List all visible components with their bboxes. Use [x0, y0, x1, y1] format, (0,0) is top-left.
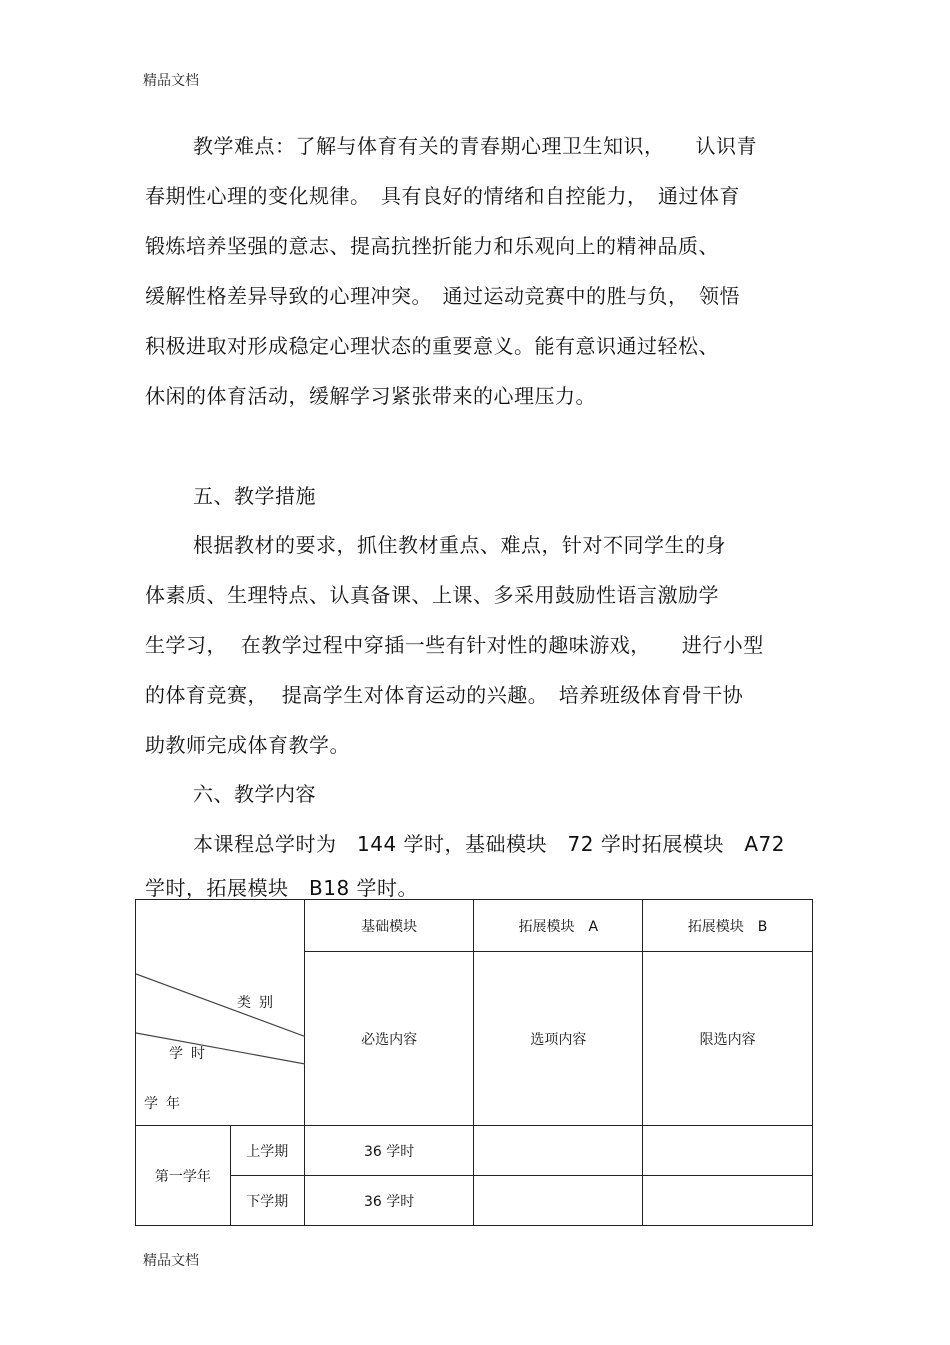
corner-label-hours: 学时: [169, 1046, 213, 1062]
table-row: [136, 1176, 813, 1226]
text-line: 本课程总学时为 144 学时，基础模块 72 学时拓展模块 A72: [193, 832, 785, 856]
ext-b-cell: [643, 1176, 813, 1226]
text-line: 锻炼培养坚强的意志、提高抗挫折能力和乐观向上的精神品质、: [145, 234, 719, 258]
table-row: [136, 1126, 813, 1176]
type-required: 必选内容: [304, 952, 474, 1126]
section-6-title: 六、教学内容: [193, 782, 316, 806]
basic-hours-cell: 36 学时: [304, 1126, 474, 1176]
text-line: 春期性心理的变化规律。 具有良好的情绪和自控能力， 通过体育: [145, 184, 740, 208]
text-line: 体素质、生理特点、认真备课、上课、多采用鼓励性语言激励学: [145, 583, 719, 607]
text-line: 学时，拓展模块 B18 学时。: [145, 876, 419, 900]
text-line: 助教师完成体育教学。: [145, 733, 350, 757]
type-limited: 限选内容: [643, 952, 813, 1126]
basic-hours-cell: 36 学时: [304, 1176, 474, 1226]
page-header: 精品文档: [143, 73, 199, 89]
section-5-title: 五、教学措施: [193, 484, 316, 508]
text-line: 生学习， 在教学过程中穿插一些有针对性的趣味游戏， 进行小型: [145, 633, 764, 657]
type-elective: 选项内容: [474, 952, 643, 1126]
corner-label-category: 类别: [237, 995, 281, 1011]
header-basic-module: 基础模块: [304, 900, 474, 952]
diagonal-lines: [136, 900, 305, 1125]
course-hours-table: [135, 899, 813, 1226]
text-line: 教学难点：了解与体育有关的青春期心理卫生知识， 认识青: [193, 134, 757, 158]
term-label: 下学期: [230, 1176, 304, 1226]
term-label: 上学期: [230, 1126, 304, 1176]
header-extension-b: 拓展模块 B: [643, 900, 813, 952]
text-line: 休闲的体育活动，缓解学习紧张带来的心理压力。: [145, 384, 596, 408]
page-footer: 精品文档: [143, 1253, 199, 1269]
text-line: 缓解性格差异导致的心理冲突。 通过运动竞赛中的胜与负， 领悟: [145, 284, 740, 308]
ext-b-cell: [643, 1126, 813, 1176]
ext-a-cell: [474, 1126, 643, 1176]
year-label: 第一学年: [136, 1126, 231, 1226]
header-extension-a: 拓展模块 A: [474, 900, 643, 952]
text-line: 积极进取对形成稳定心理状态的重要意义。能有意识通过轻松、: [145, 334, 719, 358]
table-corner-cell: [136, 900, 305, 1126]
text-line: 的体育竞赛， 提高学生对体育运动的兴趣。 培养班级体育骨干协: [145, 683, 744, 707]
ext-a-cell: [474, 1176, 643, 1226]
text-line: 根据教材的要求，抓住教材重点、难点，针对不同学生的身: [193, 533, 726, 557]
corner-label-year: 学年: [144, 1096, 188, 1112]
